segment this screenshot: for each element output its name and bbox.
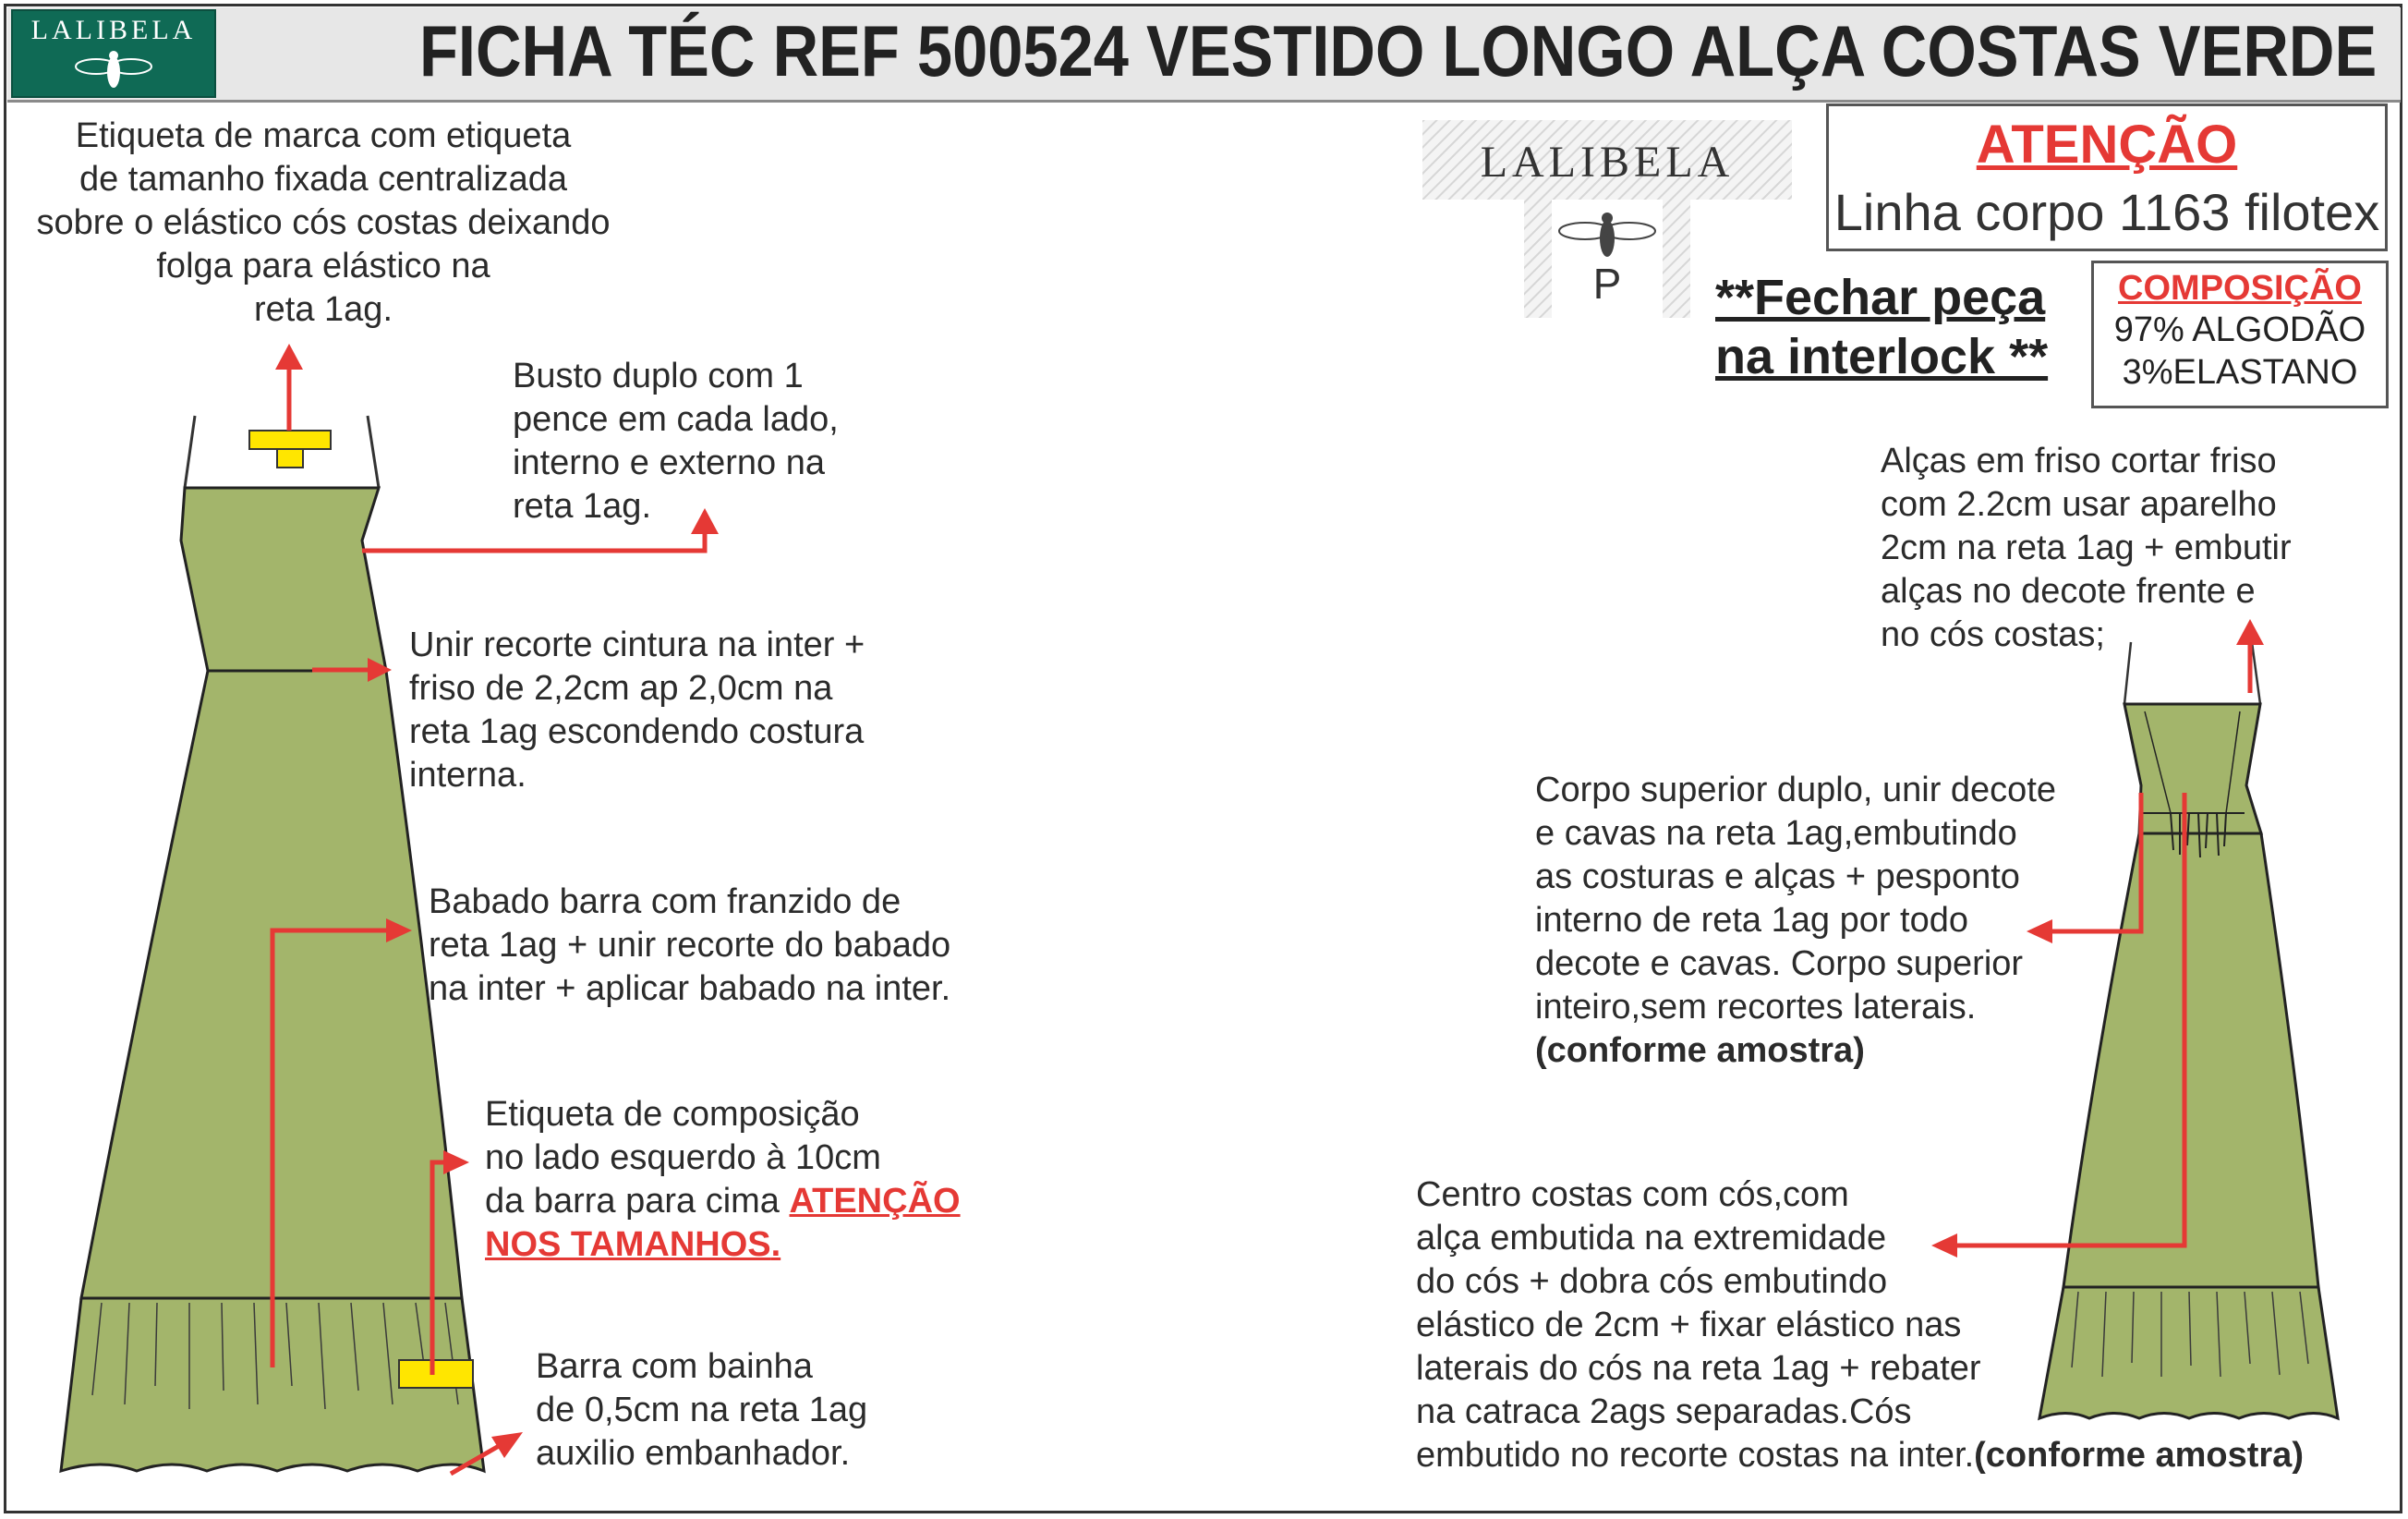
note-hem xyxy=(536,1345,867,1476)
brand-logo-text: LALIBELA xyxy=(30,15,197,45)
attention-text: Linha corpo 1163 filotex xyxy=(1833,183,2380,241)
sizes-highlight: NOS TAMANHOS xyxy=(485,1225,771,1264)
note-composition-label xyxy=(485,1093,961,1267)
note-line: Corpo superior duplo, unir decote xyxy=(1535,771,2057,809)
note-straps xyxy=(1881,440,2292,657)
page-title: FICHA TÉC REF 500524 VESTIDO LONGO ALÇA COSTAS VERDE xyxy=(418,10,2377,91)
note-brand-label xyxy=(9,115,637,332)
note-bust xyxy=(513,355,839,529)
note-line: no lado esquerdo à 10cm xyxy=(485,1138,881,1177)
brand-label-marker xyxy=(249,431,331,449)
note-line: Alças em friso cortar friso xyxy=(1881,442,2277,480)
note-line: na inter + aplicar babado na inter. xyxy=(429,969,951,1008)
note-line: Babado barra com franzido de xyxy=(429,882,901,921)
note-line: na catraca 2ags separadas.Cós xyxy=(1416,1392,1912,1431)
note-line xyxy=(485,1180,961,1223)
note-line: interna. xyxy=(409,756,526,795)
note-text: embutido no recorte costas na inter. xyxy=(1416,1436,1975,1475)
note-line: reta 1ag. xyxy=(513,487,651,526)
note-line: as costuras e alças + pesponto xyxy=(1535,857,2020,896)
note-line: folga para elástico na xyxy=(156,247,490,286)
note-line: interno e externo na xyxy=(513,444,826,482)
note-line xyxy=(485,1223,961,1267)
note-line: e cavas na reta 1ag,embutindo xyxy=(1535,814,2017,853)
note-upper-body xyxy=(1535,769,2056,1073)
note-line: com 2.2cm usar aparelho xyxy=(1881,485,2277,524)
composition-line1: 97% ALGODÃO xyxy=(2113,310,2366,349)
note-line: reta 1ag escondendo costura xyxy=(409,712,865,751)
note-line: de 0,5cm na reta 1ag xyxy=(536,1391,868,1429)
note-line: sobre o elástico cós costas deixando xyxy=(36,203,611,242)
note-line: Etiqueta de composição xyxy=(485,1095,860,1134)
note-line: inteiro,sem recortes laterais. xyxy=(1535,988,1977,1027)
note-line: 2cm na reta 1ag + embutir xyxy=(1881,529,2292,567)
composition-title: COMPOSIÇÃO xyxy=(2118,269,2362,308)
note-line: Barra com bainha xyxy=(536,1347,813,1386)
note-line: alças no decote frente e xyxy=(1881,572,2256,611)
note-line: pence em cada lado, xyxy=(513,400,839,439)
note-line: reta 1ag. xyxy=(254,290,393,329)
note-line: (conforme amostra) xyxy=(1535,1031,1865,1070)
note-center-back xyxy=(1416,1173,2304,1477)
note-line: de tamanho fixada centralizada xyxy=(79,160,568,199)
note-line: Unir recorte cintura na inter + xyxy=(409,626,865,664)
label-brand-text: LALIBELA xyxy=(1480,138,1735,187)
attention-title: ATENÇÃO xyxy=(1976,115,2238,175)
note-line: reta 1ag + unir recorte do babado xyxy=(429,926,951,965)
note-line: auxilio embanhador. xyxy=(536,1434,851,1473)
note-line: elástico de 2cm + fixar elástico nas xyxy=(1416,1306,1962,1344)
note-line: decote e cavas. Corpo superior xyxy=(1535,944,2024,983)
note-text: da barra para cima xyxy=(485,1182,790,1221)
note-line: Busto duplo com 1 xyxy=(513,357,804,395)
note-line: do cós + dobra cós embutindo xyxy=(1416,1262,1888,1301)
close-note-line1: **Fechar peça xyxy=(1715,270,2046,325)
note-line: interno de reta 1ag por todo xyxy=(1535,901,1969,940)
close-note-line2: na interlock ** xyxy=(1715,329,2049,384)
note-line xyxy=(1416,1434,2304,1477)
note-line: alça embutida na extremidade xyxy=(1416,1219,1887,1258)
note-ruffle xyxy=(429,881,950,1011)
note-line: friso de 2,2cm ap 2,0cm na xyxy=(409,669,833,708)
composition-label-marker xyxy=(399,1360,473,1388)
note-waist xyxy=(409,624,865,797)
note-line: Etiqueta de marca com etiqueta xyxy=(75,116,572,155)
composition-line2: 3%ELASTANO xyxy=(2122,353,2358,392)
note-line: laterais do cós na reta 1ag + rebater xyxy=(1416,1349,1981,1388)
note-text: . xyxy=(770,1225,781,1264)
label-size-text: P xyxy=(1592,260,1622,308)
attention-highlight: ATENÇÃO xyxy=(789,1182,961,1221)
note-text: (conforme amostra) xyxy=(1974,1436,2304,1475)
note-line: Centro costas com cós,com xyxy=(1416,1175,1849,1214)
note-line: no cós costas; xyxy=(1881,615,2105,654)
